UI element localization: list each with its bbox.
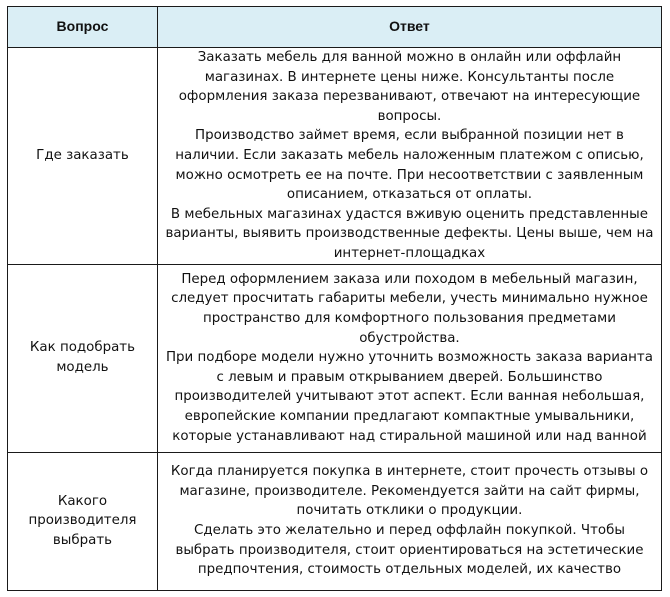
answer-paragraph: При подборе модели нужно уточнить возможность заказа варианта с левым и правым открыванием дверей. Большинство производителей учитывают этот аспект. Если ванная небольшая, европейские компании предлагают компактные умывальники, которые устанавливают над стиральной машиной или над ванной	[165, 350, 653, 444]
table-row	[8, 452, 662, 590]
question-cell: Как подобрать модель	[8, 264, 158, 452]
answer-cell	[157, 452, 661, 590]
answer-paragraph: Сделать это желательно и перед оффлайн покупкой. Чтобы выбрать производителя, стоит ориентироваться на эстетические предпочтения, стоимость отдельных моделей, их качество	[175, 523, 644, 578]
answer-cell	[157, 264, 661, 452]
table-row	[8, 264, 662, 452]
question-cell: Где заказать	[8, 48, 158, 265]
answer-paragraph: Когда планируется покупка в интернете, стоит прочесть отзывы о магазине, производителе. Рекомендуется зайти на сайт фирмы, почитать отклики о продукции.	[170, 464, 649, 519]
header-question: Вопрос	[8, 7, 158, 48]
qa-table	[7, 6, 662, 591]
answer-paragraph: Перед оформлением заказа или походом в мебельный магазин, следует просчитать габариты мебели, учесть минимально нужное пространство для комфортного пользования предметами обустройства.	[171, 271, 648, 346]
answer-paragraph: Производство займет время, если выбранной позиции нет в наличии. Если заказать мебель наложенным платежом с описью, можно осмотреть ее на почте. При несоответствии с заявленным описанием, отказаться от оплаты.	[175, 128, 644, 203]
header-answer: Ответ	[157, 7, 661, 48]
answer-cell	[157, 48, 661, 265]
question-cell: Какого производителя выбрать	[8, 452, 158, 590]
answer-paragraph: Заказать мебель для ванной можно в онлайн или оффлайн магазинах. В интернете цены ниже. Консультанты после оформления заказа перезванивают, отвечают на интересующие вопросы.	[178, 50, 641, 124]
header-row	[8, 7, 662, 48]
answer-paragraph: В мебельных магазинах удастся вживую оценить представленные варианты, выявить производственные дефекты. Цены выше, чем на интернет-площадках	[165, 206, 654, 261]
table-row	[8, 48, 662, 265]
